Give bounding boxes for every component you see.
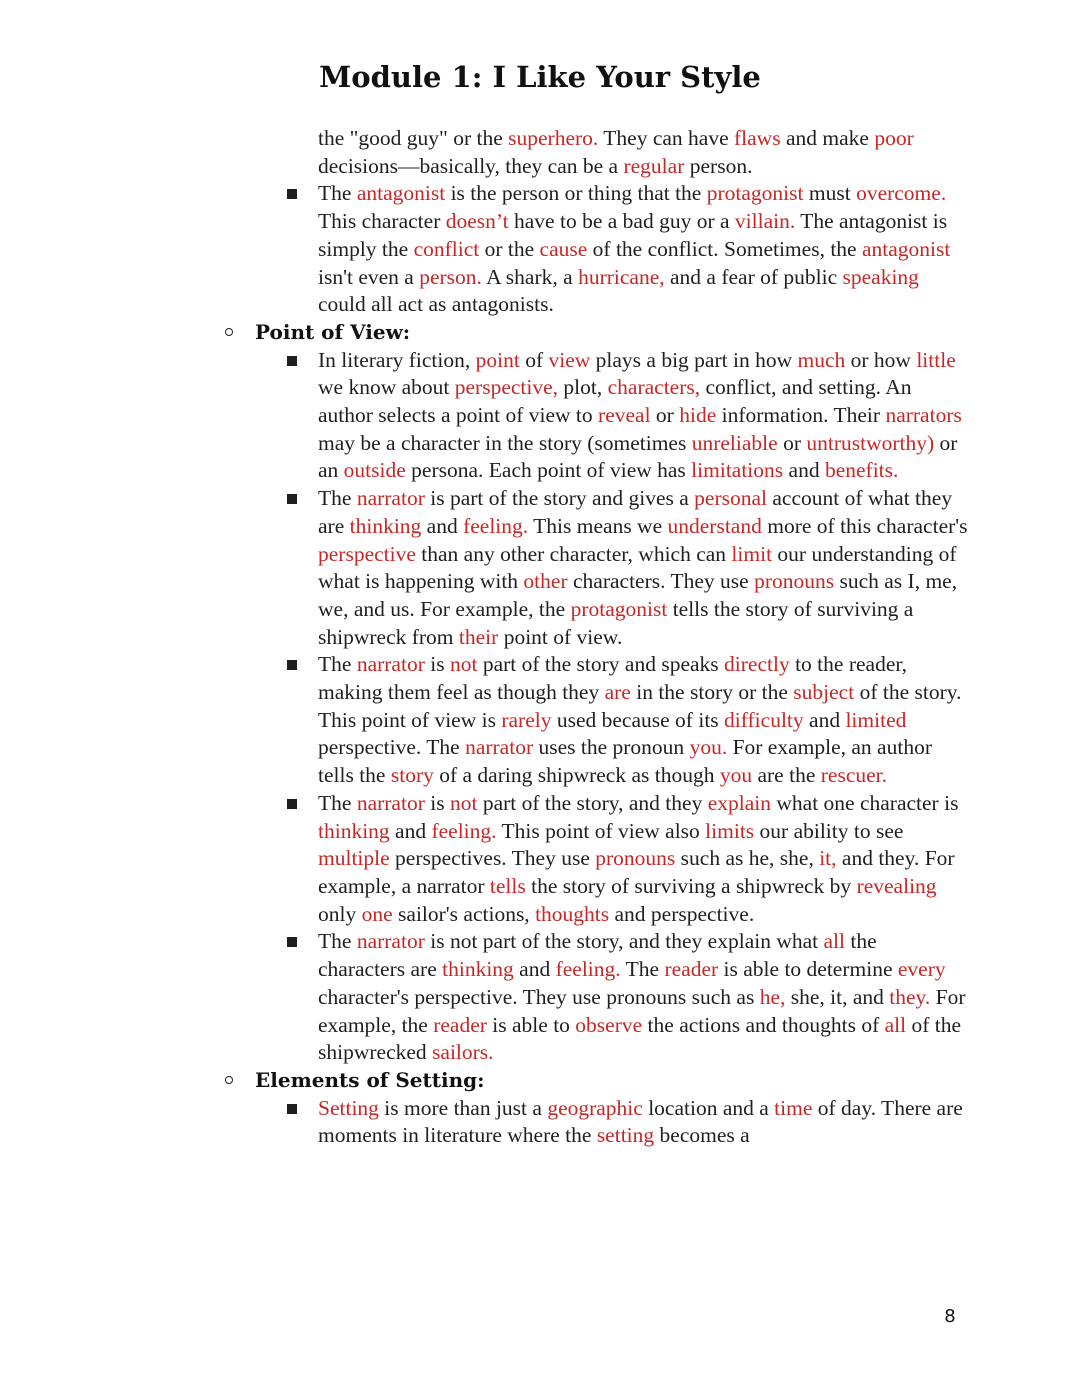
text-run: and [421, 513, 464, 538]
highlighted-term: limits [705, 818, 755, 843]
text-run: The [318, 929, 357, 954]
text-run: character's perspective. They use pronouns such as [318, 984, 760, 1009]
highlighted-term: Setting [318, 1095, 379, 1120]
text-run: and they. For example, a narrator [318, 846, 955, 898]
highlighted-term: tells [489, 873, 526, 898]
text-run: conflict, and setting. An author selects a point of view to [318, 375, 912, 428]
highlighted-term: much [797, 347, 846, 372]
highlighted-term: person. [419, 264, 482, 289]
text-run: They can have [598, 126, 734, 150]
text-run: uses the pronoun [533, 735, 690, 760]
text-run: than any other character, which can [415, 541, 732, 566]
text-run: The [318, 790, 357, 815]
text-run: is part of the story and gives a [424, 486, 695, 511]
highlighted-term: one [361, 901, 393, 926]
highlighted-term: story [390, 763, 434, 788]
text-run: and [783, 458, 825, 483]
section-heading [255, 1067, 1080, 1095]
text-run: account of what they are [318, 486, 953, 538]
text-run: The [318, 181, 357, 206]
continued-paragraph [318, 125, 968, 180]
text-run: she, it, and [785, 984, 890, 1009]
highlighted-term: cause [539, 236, 588, 261]
highlighted-term: personal [694, 486, 767, 511]
highlighted-term: reveal [598, 403, 651, 428]
highlighted-term: overcome. [856, 181, 947, 206]
highlighted-term: thinking [318, 818, 390, 843]
text-run: we know about [318, 375, 455, 400]
highlighted-term: flaws [734, 126, 781, 150]
highlighted-term: point [475, 347, 520, 372]
text-run: and make [780, 126, 875, 150]
text-run: plot, [558, 375, 608, 400]
text-run: and [513, 957, 556, 982]
text-run: and perspective. [609, 901, 755, 926]
text-run: This character [318, 209, 446, 234]
text-run: perspectives. They use [389, 846, 596, 871]
text-run: the story of surviving a shipwreck by [525, 873, 857, 898]
text-run: could all act as antagonists. [318, 292, 554, 317]
square-bullet-icon [287, 494, 297, 504]
text-run: The [318, 486, 357, 511]
text-run: In literary fiction, [318, 347, 476, 372]
highlighted-term: unreliable [691, 430, 778, 455]
highlighted-term: directly [724, 652, 790, 677]
text-run: decisions—basically, they can be a [318, 153, 624, 178]
text-run: the "good guy" or the [318, 126, 509, 150]
section-heading [255, 319, 1080, 347]
text-run: have to be a bad guy or a [508, 209, 735, 234]
highlighted-term: revealing [856, 873, 937, 898]
text-run: becomes a [654, 1123, 750, 1148]
text-run: what one character is [771, 790, 959, 815]
hollow-circle-bullet-icon [225, 1076, 233, 1084]
text-run: of a daring shipwreck as though [433, 763, 720, 788]
text-run: is [424, 652, 450, 677]
highlighted-term: all [884, 1012, 907, 1037]
highlighted-term: sailors. [432, 1040, 494, 1065]
text-run: plays a big part in how [590, 347, 798, 372]
highlighted-term: regular [623, 153, 685, 178]
highlighted-term: limited [845, 707, 907, 732]
highlighted-term: feeling. [555, 957, 621, 982]
text-run: such as he, she, [675, 846, 820, 871]
highlighted-term: not [449, 652, 478, 677]
highlighted-term: untrustworthy) [806, 430, 935, 455]
highlighted-term: poor [874, 126, 914, 150]
text-run: tells the story of surviving a shipwreck from [318, 596, 914, 649]
text-run: part of the story and speaks [477, 652, 725, 677]
bullet-paragraph [318, 180, 968, 319]
page-title: Module 1: I Like Your Style [319, 60, 761, 94]
highlighted-term: reader [664, 957, 719, 982]
text-run: are the [752, 763, 821, 788]
highlighted-term: perspective [318, 541, 416, 566]
highlighted-term: pronouns [595, 846, 676, 871]
highlighted-term: rarely [501, 707, 552, 732]
highlighted-term: characters, [607, 375, 701, 400]
highlighted-term: protagonist [706, 181, 804, 206]
highlighted-term: reader [433, 1012, 487, 1037]
highlighted-term: narrator [356, 652, 425, 677]
text-run: or an [318, 430, 958, 483]
text-run: the characters are [318, 929, 877, 982]
square-bullet-icon [287, 937, 297, 947]
square-bullet-icon [287, 799, 297, 809]
highlighted-term: thinking [349, 513, 422, 538]
highlighted-term: limitations [691, 458, 784, 483]
highlighted-term: thinking [442, 957, 514, 982]
text-run: isn't even a [318, 264, 420, 289]
text-run: or [777, 430, 807, 455]
section-heading-text: Elements of Setting: [255, 1067, 485, 1092]
text-run: only [318, 901, 362, 926]
text-run: such as I, me, we, and us. For example, the [318, 569, 958, 621]
highlighted-term: are [604, 680, 631, 705]
text-run: to the reader, making them feel as though they [318, 652, 908, 705]
highlighted-term: pronouns [754, 569, 835, 594]
highlighted-term: outside [343, 458, 406, 483]
highlighted-term: view [548, 347, 591, 372]
text-run: of the shipwrecked [318, 1012, 962, 1065]
text-run: A shark, a [481, 264, 579, 289]
hollow-circle-bullet-icon [225, 328, 233, 336]
text-run: of [519, 347, 549, 372]
highlighted-term: time [774, 1095, 813, 1120]
text-run: or how [845, 347, 917, 372]
bullet-paragraph [318, 790, 968, 929]
section-heading-text: Point of View: [255, 319, 411, 344]
highlighted-term: antagonist [861, 236, 951, 261]
text-run: The [620, 957, 665, 982]
document-body [0, 125, 1080, 1150]
text-run: of the story. This point of view is [318, 680, 962, 732]
text-run: is [424, 790, 450, 815]
text-run: or [650, 403, 680, 428]
highlighted-term: understand [667, 513, 762, 538]
text-run: of day. There are moments in literature where the [318, 1095, 963, 1148]
highlighted-term: feeling. [463, 513, 529, 538]
highlighted-term: their [458, 624, 499, 649]
text-run: and a fear of public [664, 264, 843, 289]
square-bullet-icon [287, 660, 297, 670]
text-run: For example, an author tells the [318, 735, 932, 788]
text-run: or the [479, 236, 540, 261]
highlighted-term: thoughts [535, 901, 610, 926]
text-run: our understanding of what is happening with [318, 541, 957, 594]
highlighted-term: villain. [734, 209, 796, 234]
text-run: point of view. [498, 624, 623, 649]
highlighted-term: little [916, 347, 956, 372]
text-run: This means we [528, 513, 668, 538]
highlighted-term: other [523, 569, 568, 594]
text-run: perspective. The [318, 735, 466, 760]
highlighted-term: antagonist [356, 181, 446, 206]
text-run: part of the story, and they [477, 790, 708, 815]
highlighted-term: multiple [318, 846, 390, 871]
bullet-paragraph [318, 1095, 968, 1150]
highlighted-term: rescuer. [820, 763, 888, 788]
text-run: and [803, 707, 846, 732]
bullet-paragraph [318, 347, 968, 486]
square-bullet-icon [287, 356, 297, 366]
text-run: is able to [486, 1012, 576, 1037]
text-run: For example, the [318, 984, 966, 1037]
highlighted-term: narrator [356, 929, 425, 954]
highlighted-term: explain [707, 790, 771, 815]
highlighted-term: superhero. [508, 126, 599, 150]
highlighted-term: limit [731, 541, 773, 566]
highlighted-term: he, [759, 984, 786, 1009]
text-run: person. [684, 153, 753, 178]
bullet-paragraph [318, 928, 968, 1067]
text-run: The [318, 652, 357, 677]
highlighted-term: all [823, 929, 846, 954]
highlighted-term: narrator [356, 486, 425, 511]
bullet-paragraph [318, 485, 968, 651]
text-run: characters. They use [567, 569, 755, 594]
text-run: location and a [642, 1095, 775, 1120]
highlighted-term: narrator [465, 735, 534, 760]
text-run: more of this character's [761, 513, 968, 538]
text-run: is able to determine [718, 957, 898, 982]
square-bullet-icon [287, 189, 297, 199]
highlighted-term: they. [889, 984, 931, 1009]
text-run: must [803, 181, 857, 206]
highlighted-term: difficulty [724, 707, 804, 732]
highlighted-term: narrator [356, 790, 425, 815]
highlighted-term: it, [819, 846, 837, 871]
highlighted-term: geographic [547, 1095, 643, 1120]
square-bullet-icon [287, 1104, 297, 1114]
text-run: and [389, 818, 432, 843]
highlighted-term: you [719, 763, 753, 788]
highlighted-term: not [449, 790, 478, 815]
highlighted-term: setting [596, 1123, 655, 1148]
text-run: sailor's actions, [392, 901, 536, 926]
highlighted-term: hurricane, [578, 264, 665, 289]
bullet-paragraph [318, 651, 968, 790]
text-run: information. Their [716, 403, 886, 428]
text-run: our ability to see [754, 818, 904, 843]
text-run: in the story or the [630, 680, 794, 705]
text-run: is not part of the story, and they explain what [424, 929, 824, 954]
text-run: is more than just a [378, 1095, 548, 1120]
text-run: of the conflict. Sometimes, the [587, 236, 862, 261]
highlighted-term: hide [679, 403, 717, 428]
highlighted-term: narrators [885, 403, 962, 428]
text-run: the actions and thoughts of [642, 1012, 885, 1037]
highlighted-term: you. [689, 735, 728, 760]
highlighted-term: conflict [413, 236, 480, 261]
text-run: This point of view also [496, 818, 706, 843]
highlighted-term: observe [575, 1012, 643, 1037]
highlighted-term: doesn’t [445, 209, 509, 234]
text-run: may be a character in the story (sometimes [318, 430, 692, 455]
highlighted-term: every [897, 957, 946, 982]
text-run: persona. Each point of view has [405, 458, 692, 483]
text-run: used because of its [551, 707, 725, 732]
highlighted-term: benefits. [824, 458, 899, 483]
text-run: is the person or thing that the [445, 181, 707, 206]
text-run: The antagonist is simply the [318, 209, 948, 261]
highlighted-term: perspective, [454, 375, 559, 400]
highlighted-term: protagonist [570, 596, 668, 621]
highlighted-term: feeling. [431, 818, 497, 843]
highlighted-term: speaking [842, 264, 919, 289]
highlighted-term: subject [793, 680, 855, 705]
page-number: 8 [944, 1306, 956, 1327]
